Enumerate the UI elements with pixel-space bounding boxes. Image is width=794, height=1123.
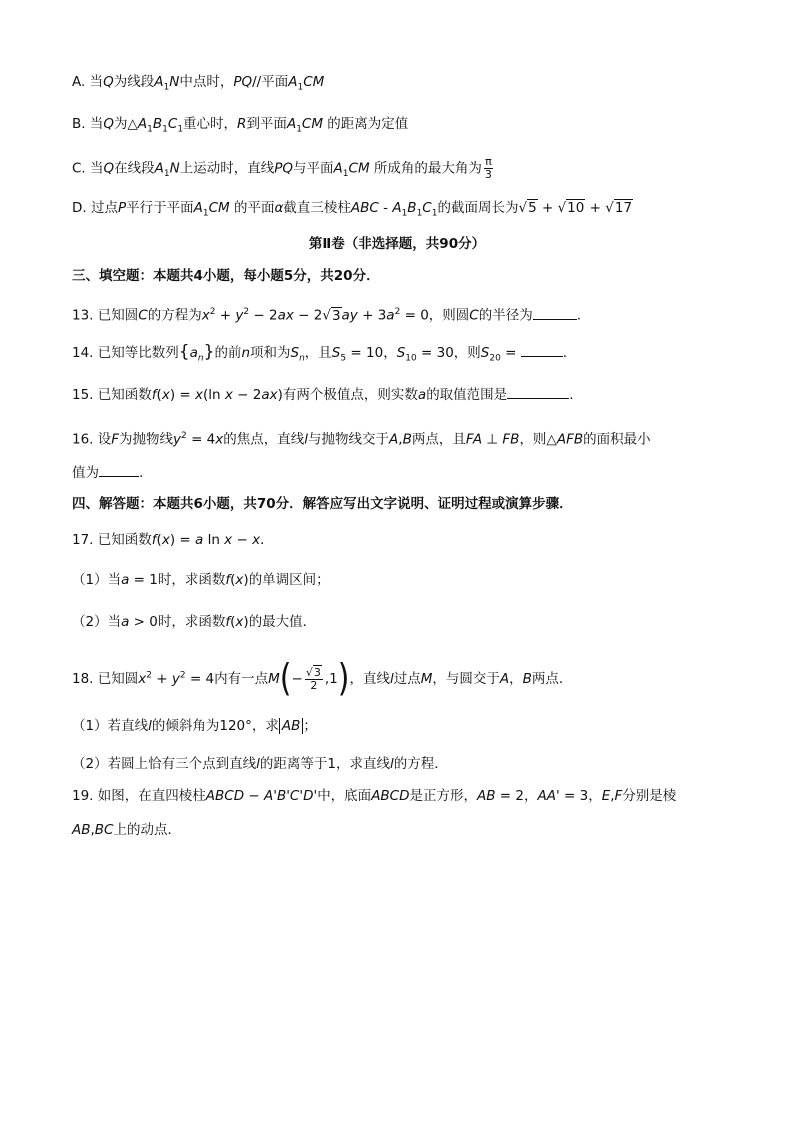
question-18-part-1: （1）若直线l的倾斜角为120°，求 AB ；: [72, 718, 317, 734]
question-13: 13. 已知圆C的方程为$x^2 + y^2 - 2ax - 2√3ay + 3a^2 = 0$，则圆C的半径为 .: [72, 302, 581, 326]
question-18: 18. 已知圆$x^2 + y^2 = 4$内有一点M(− $\frac{√3}{2}$ ,1)，直线l过点M，与圆交于A，B两点．: [72, 656, 573, 701]
option-label: A.: [72, 74, 86, 90]
answer-blank[interactable]: [507, 384, 569, 399]
question-15: 15. 已知函数f(x) = x(ln x − 2ax)有两个极值点，则实数a的取值范围是 .: [72, 384, 573, 405]
section-3-title: 三、填空题：本题共4小题，每小题5分，共20分．: [72, 268, 380, 284]
question-17-part-2: （2）当a > 0时，求函数f(x)的最大值．: [72, 614, 317, 630]
pi-over-3: $\frac{\pi}{3}$: [484, 155, 492, 181]
option-c: C. 当Q在线段$A_1N$上运动时，直线PQ与平面$A_1CM$ 所成角的最大角为 $\frac{\pi}{3}$: [72, 155, 492, 181]
question-17: 17. 已知函数f(x) = a ln x − x．: [72, 532, 274, 548]
question-19: 19. 如图，在直四棱柱ABCD − A'B'C'D'中，底面ABCD是正方形，AB = 2，AA' = 3，E,F分别是棱: [72, 788, 677, 804]
answer-blank[interactable]: [99, 462, 139, 477]
question-17-part-1: （1）当a = 1时，求函数f(x)的单调区间；: [72, 572, 330, 588]
option-a: A. 当Q为线段$A_1N$中点时，PQ//平面$A_1CM$: [72, 74, 325, 93]
option-label: B.: [72, 116, 86, 132]
option-b: B. 当Q为$\triangle A_1B_1C_1$重心时，R到平面$A_1CM$ 的距离为定值: [72, 116, 409, 135]
option-d: D. 过点P平行于平面$A_1CM$ 的平面α截直三棱柱ABC - $A_1B_1C_1$的截面周长为√5 + √10 + √17: [72, 200, 633, 219]
question-16: 16. 设F为抛物线$y^2 = 4x$的焦点，直线l与抛物线交于A,B两点，且FA ⊥ FB，则△AFB的面积最小: [72, 431, 651, 448]
section-2-title: 第Ⅱ卷（非选择题，共90分）: [308, 236, 486, 252]
answer-blank[interactable]: [533, 305, 577, 320]
answer-blank[interactable]: [521, 342, 563, 357]
option-label: C.: [72, 160, 86, 177]
sqrt3-over-2: $\frac{√3}{2}$: [305, 665, 321, 692]
question-16-line2: 值为 .: [72, 462, 143, 483]
question-19-line2: AB,BC上的动点．: [72, 822, 181, 838]
question-14: 14. 已知等比数列$\{a_n\}$的前n项和为$S_n$，且$S_5 = 10$，$S_{10} = 30$，则$S_{20}$ = .: [72, 342, 568, 364]
section-4-title: 四、解答题：本题共6小题，共70分．解答应写出文字说明、证明过程或演算步骤．: [72, 496, 573, 512]
option-label: D.: [72, 200, 87, 216]
question-18-part-2: （2）若圆上恰有三个点到直线l的距离等于1，求直线l的方程．: [72, 756, 448, 772]
